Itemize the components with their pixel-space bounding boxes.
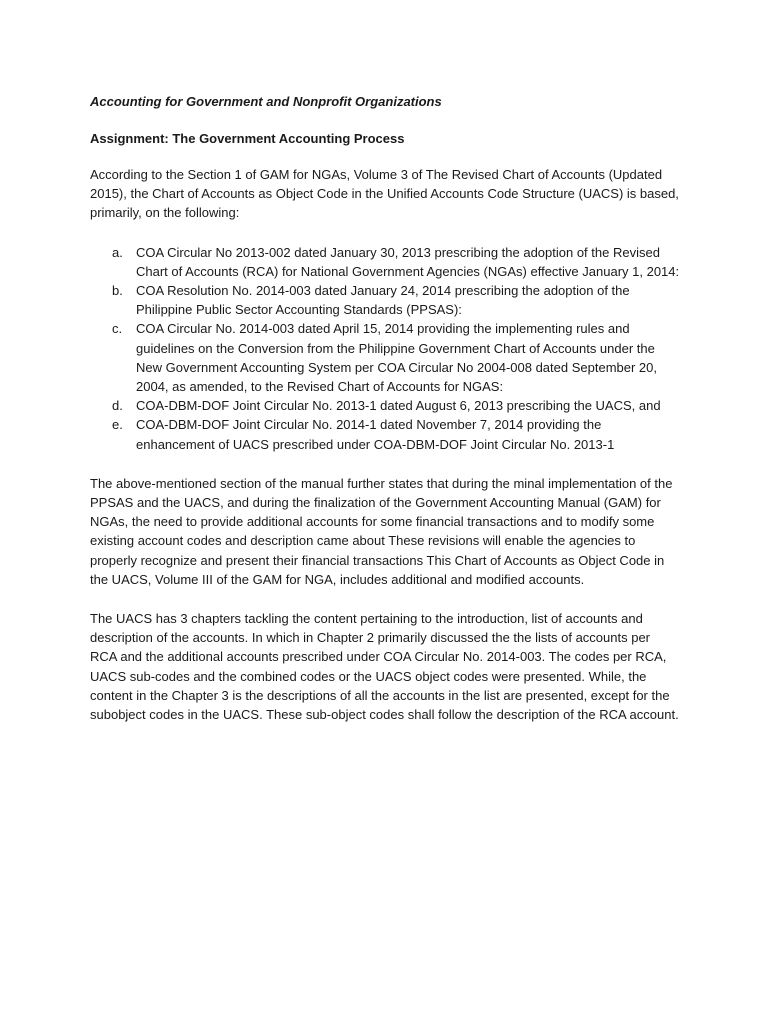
source-list — [90, 243, 680, 454]
list-marker: b. — [112, 283, 123, 299]
list-item — [90, 415, 680, 453]
list-item-text: COA-DBM-DOF Joint Circular No. 2013-1 dated August 6, 2013 prescribing the UACS, and — [136, 398, 661, 414]
list-item — [90, 396, 680, 415]
list-item-text: COA Circular No. 2014-003 dated April 15, 2014 providing the implementing rules and guidelines on the Conversion from the Philippine Government Chart of Accounts under the New Government Accounting System per COA Circular No 2004-008 dated September 20, 2004, as amended, to the Revised Chart of Accounts for NGAS: — [136, 321, 657, 395]
list-item-text: COA-DBM-DOF Joint Circular No. 2014-1 dated November 7, 2014 providing the enhancement of UACS prescribed under COA-DBM-DOF Joint Circular No. 2013-1 — [136, 417, 615, 452]
document-page — [90, 92, 680, 744]
course-title: Accounting for Government and Nonprofit Organizations — [90, 94, 442, 109]
assignment-title: Assignment: The Government Accounting Process — [90, 131, 405, 146]
body-paragraph-3: The UACS has 3 chapters tackling the content pertaining to the introduction, list of accounts and description of the accounts. In which in Chapter 2 primarily discussed the the lists of accounts per RCA and the additional accounts prescribed under COA Circular No. 2014-003. The codes per RCA, UACS sub-codes and the combined codes or the UACS object codes were presented. While, the content in the Chapter 3 is the descriptions of all the accounts in the list are presented, except for the subobject codes in the UACS. These sub-object codes shall follow the description of the RCA account. — [90, 611, 679, 723]
list-item — [90, 281, 680, 319]
list-item-text: COA Resolution No. 2014-003 dated January 24, 2014 prescribing the adoption of the Philippine Public Sector Accounting Standards (PPSAS): — [136, 283, 630, 318]
list-marker: d. — [112, 398, 123, 414]
list-marker: e. — [112, 417, 123, 433]
intro-paragraph: According to the Section 1 of GAM for NGAs, Volume 3 of The Revised Chart of Accounts (Updated 2015), the Chart of Accounts as Object Code in the Unified Accounts Code Structure (UACS) is based, primarily, on the following: — [90, 167, 679, 221]
list-item-text: COA Circular No 2013-002 dated January 30, 2013 prescribing the adoption of the Revised Chart of Accounts (RCA) for National Government Agencies (NGAs) effective January 1, 2014: — [136, 244, 680, 279]
list-item — [90, 243, 680, 281]
list-marker: a. — [112, 244, 123, 260]
list-marker: c. — [112, 321, 123, 337]
list-item — [90, 319, 680, 396]
body-paragraph-2: The above-mentioned section of the manual further states that during the minal implementation of the PPSAS and the UACS, and during the finalization of the Government Accounting Manual (GAM) for NGAs, the need to provide additional accounts for some financial transactions and to modify some existing account codes and description came about These revisions will enable the agencies to properly recognize and present their financial transactions This Chart of Accounts as Object Code in the UACS, Volume III of the GAM for NGA, includes additional and modified accounts. — [90, 475, 673, 587]
